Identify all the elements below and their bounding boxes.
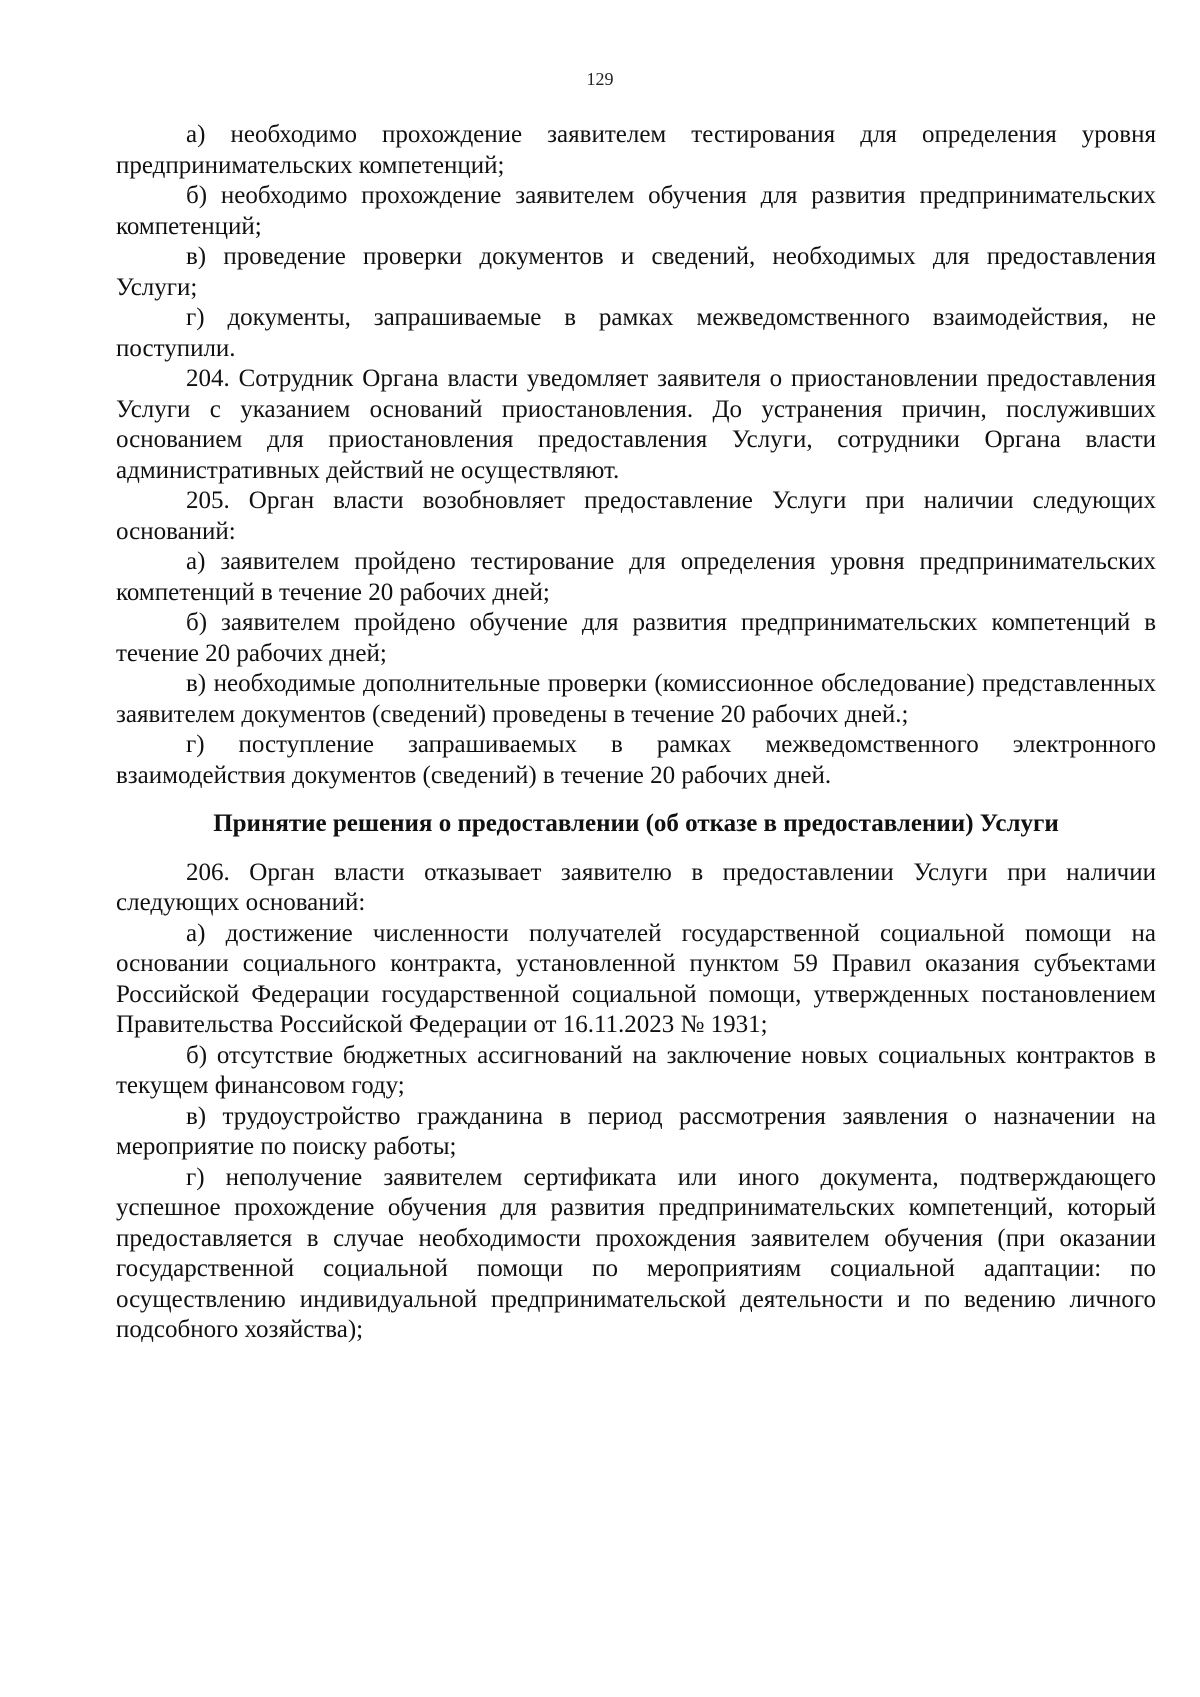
- document-body: [116, 120, 1156, 1346]
- paragraph: в) необходимые дополнительные проверки (комиссионное обследование) представленных заявителем документов (сведений) проведены в течение 20 рабочих дней.;: [116, 670, 1156, 728]
- paragraph: г) документы, запрашиваемые в рамках межведомственного взаимодействия, не поступили.: [116, 304, 1156, 362]
- paragraph: 206. Орган власти отказывает заявителю в предоставлении Услуги при наличии следующих оснований:: [116, 858, 1156, 916]
- paragraph: б) заявителем пройдено обучение для развития предпринимательских компетенций в течение 20 рабочих дней;: [116, 609, 1156, 667]
- paragraph: а) необходимо прохождение заявителем тестирования для определения уровня предпринимательских компетенций;: [116, 121, 1156, 179]
- paragraph: б) необходимо прохождение заявителем обучения для развития предпринимательских компетенций;: [116, 182, 1156, 240]
- section-heading: Принятие решения о предоставлении (об отказе в предоставлении) Услуги: [213, 810, 1059, 837]
- paragraph: а) заявителем пройдено тестирование для определения уровня предпринимательских компетенций в течение 20 рабочих дней;: [116, 548, 1156, 606]
- paragraph: б) отсутствие бюджетных ассигнований на заключение новых социальных контрактов в текущем финансовом году;: [116, 1041, 1156, 1099]
- paragraph: а) достижение численности получателей государственной социальной помощи на основании социального контракта, установленной пунктом 59 Правил оказания субъектами Российской Федерации государственной социальной помощи, утвержденных постановлением Правительства Российской Федерации от 16.11.2023 № 1931;: [116, 919, 1156, 1038]
- page-number: 129: [586, 69, 614, 89]
- paragraph: в) проведение проверки документов и сведений, необходимых для предоставления Услуги;: [116, 243, 1156, 301]
- paragraph: г) неполучение заявителем сертификата или иного документа, подтверждающего успешное прохождение обучения для развития предпринимательских компетенций, который предоставляется в случае необходимости прохождения заявителем обучения (при оказании государственной социальной помощи по мероприятиям социальной адаптации: по осуществлению индивидуальной предпринимательской деятельности и по ведению личного подсобного хозяйства);: [116, 1163, 1156, 1343]
- paragraph: 205. Орган власти возобновляет предоставление Услуги при наличии следующих оснований:: [116, 487, 1156, 545]
- paragraph: г) поступление запрашиваемых в рамках межведомственного электронного взаимодействия документов (сведений) в течение 20 рабочих дней.: [116, 731, 1156, 789]
- paragraph: 204. Сотрудник Органа власти уведомляет заявителя о приостановлении предоставления Услуги с указанием оснований приостановления. До устранения причин, послуживших основанием для приостановления предоставления Услуги, сотрудники Органа власти административных действий не осуществляют.: [116, 365, 1156, 484]
- paragraph: в) трудоустройство гражданина в период рассмотрения заявления о назначении на мероприятие по поиску работы;: [116, 1102, 1156, 1160]
